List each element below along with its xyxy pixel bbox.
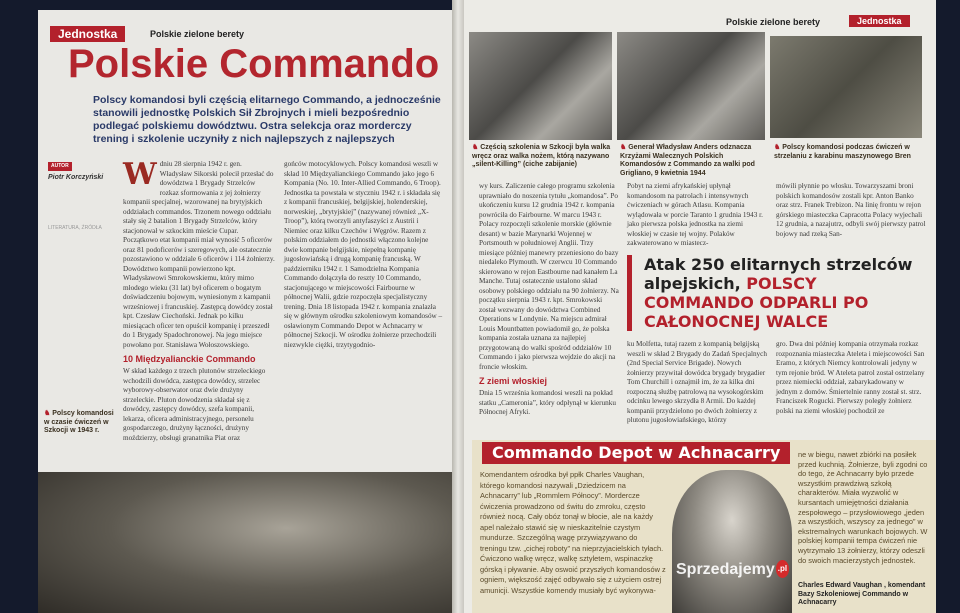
text-column-2: gońców motocyklowych. Polscy komandosi weszli w skład 10 Międzyalianckiego Commando jako jego 6 Kompania (No. 10. Inter-Allied Commando, 6 Troop). Jednostka ta powstała w styczniu 1942 r. i składała się z kompanii francuskiej, belgijskiej, holenderskiej, norweskiej, „brytyjskiej” (nazywanej również „X-Troop”), którą tworzyli antyfaszyści z Austrii i Niemiec oraz kilku Czechów i Węgrów. Razem z polskim oddziałem do jednostki włączono kolejne dwie kompanie belgijskie, niepełną kompanię jugosłowiańską i drugą kompanię francuską. W październiku 1942 r. 1 Samodzielna Kompania Commando dołączyła do reszty 10 Commando, stacjonującego w miejscowości Fairbourne w północnej Walii, gdzie rozpoczęła specjalistyczny trening. Dnia 18 listopada 1942 r. kompania znalazła się w głównym ośrodku szkoleniowym komandosów – osławionym Commando Depot w Achnacarry w północnej Szkocji. W ośrodku żołnierze przechodzili niezwykle ciężki, trzytygodnio- bbox=[284, 160, 443, 349]
lead-paragraph: Polscy komandosi byli częścią elitarnego Commando, a jednocześnie stanowili jednostkę Polskich Sił Zbrojnych i mieli bezpośrednio podlegać polskiemu dowództwu. Ostra selekcja oraz morderczy trening i szkolenie uczyniły z nich najlepszych z najlepszych bbox=[93, 94, 441, 145]
text-column-2b: ku Molfetta, tutaj razem z kompanią belgijską weszli w skład 2 Brygady do Zadań Specjalnych (2nd Special Service Brigade). Nowych żołnierzy przywitał dowódca brygady brygadier Tom Churchill i oznajmił im, że za kilka dni rozpoczną służbę patrolową na wysokogórskim odcinku lewego skrzydła 8 Armii. Do każdej kompanii przydzielono po dwóch żołnierzy z plutonu jugosłowiańskiego, którzy bbox=[627, 340, 767, 424]
photo-anders bbox=[617, 32, 765, 140]
sidebar-text-1: Komendantem ośrodka był ppłk Charles Vaughan, którego komandosi nazywali „Dziedzicem na Achnacarry” lub „Rommlem Północy”. Mordercze ćwiczenia prowadzono od świtu do zmroku, często również nocą. Cały obóz tonął w błocie, ale na każdy apel należało stawić się w nieskazitelnie czystym mundurze. Szczególną wagę przywiązywano do treningu tzw. „cichej roboty” na nieprzyjacielskich tyłach. Ćwiczono walkę wręcz, walkę sztyletem, wspinaczkę górską i pływanie. Aby oswoić przyszłych komandosów z ogniem, większość zajęć odbywało się z użyciem ostrej amunicji. Wszystkie komendy musiały być wykonywa- bbox=[480, 470, 666, 595]
sources-label: LITERATURA, ŹRÓDŁA bbox=[48, 225, 102, 231]
section-tag: Jednostka bbox=[50, 26, 125, 42]
sidebar-title: Commando Depot w Achnacarry bbox=[482, 442, 790, 464]
vaughan-portrait bbox=[672, 470, 792, 613]
text-column-2: Pobyt na ziemi afrykańskiej upłynął komandosom na patrolach i intensywnych ćwiczeniach w górach Atlasu. Kompania wylądowała w porcie Taranto 1 grudnia 1943 r. jako pierwsza polska jednostka na ziemi włoskiej w czasie tej wojny. Polaków zakwaterowano w miastecz- bbox=[627, 182, 763, 247]
paragraph: W skład każdego z trzech plutonów strzeleckiego wchodzili dowódca, zastępca dowódcy, strzelec wyborowy-obserwator oraz dwie drużyny strzeleckie. Pluton dowodzenia składał się z dowódcy, zastępcy dowódcy, szefa kompanii, lekarza, oficera administracyjnego, personelu gospodarczego, drużyny łączności, drużyny moździerzy, obsługi granatnika Piat oraz bbox=[123, 367, 266, 442]
text-column-1 bbox=[479, 182, 619, 420]
paragraph: Dnia 15 września komandosi weszli na pokład statku „Cameronia”, który odpłynął w kierunku Północnej Afryki. bbox=[479, 389, 616, 416]
kicker: Polskie zielone berety bbox=[150, 29, 245, 39]
photo-knife-fight bbox=[469, 32, 612, 140]
paragraph-text: dniu 28 sierpnia 1942 r. gen. Władysław Sikorski polecił przesłać do dowództwa 1 Brygady Strzelców rozkaz sformowania z jej żołnierzy kompanii specjalnej, wzorowanej na brytyjskich oddziałach commandos. Trzonem nowego oddziału stały się 2 batalion 1 Brygady Strzelców, który stacjonował w szkockim mieście Cupar. Początkowo etat kompanii miał wynosić 5 oficerów oraz 81 podoficerów i szeregowych, ale ostatecznie pozostawiono w oddziale 6 oficerów i 114 żołnierzy. Dowództwo kompanii powierzono kpt. Władysławowi Smrokowskiemu, który mimo młodego wieku (31 lat) był oficerem o bogatym doświadczeniu bojowym, wyniesionym z kampanii wrześniowej i francuskiej. Zastępcą dowódcy został kpt. Czesław Ciechoński. Jednak po kilku miesiącach oficer ten opuścił kompanię i przeszedł do 1 Brygady Spadochronowej. Na jego miejsce powołano por. Stanisława Wołoszowskiego. bbox=[123, 160, 275, 349]
subheading: Z ziemi włoskiej bbox=[479, 376, 548, 386]
subheading: 10 Międzyalianckie Commando bbox=[123, 354, 256, 364]
watermark bbox=[676, 560, 789, 580]
watermark-suffix: .pl bbox=[776, 560, 789, 578]
kicker: Polskie zielone berety bbox=[726, 17, 821, 27]
pull-quote: Atak 250 elitarnych strzelców alpejskich, POLSCY COMMANDO ODPARLI PO CAŁONOCNEJ WALCE bbox=[627, 255, 927, 331]
sidebar-text-2: ne w biegu, nawet zbiórki na posiłek przed kuchnią. Żołnierze, byli zgodni co do tego, że Achnacarry było przede wszystkim prawdziwą szkołą charakterów. Miała wyzwolić w kursantach umiejętności działania zespołowego – przysłowiowego „jeden za wszystkich, wszyscy za jednego” w ekstremalnych warunkach bojowych. W polskiej kompanii tempa ćwiczeń nie wytrzymało 13 żołnierzy, którzy odeszli do swoich macierzystych jednostek. bbox=[798, 450, 928, 565]
text-column-1 bbox=[123, 157, 275, 445]
photo-caption: ♞ Polscy komandosi w czasie ćwiczeń w Szkocji w 1943 r. bbox=[44, 410, 114, 434]
author-name: Piotr Korczyński bbox=[48, 174, 104, 181]
caption-2: ♞ Generał Władysław Anders odznacza Krzyżami Walecznych Polskich Komandosów z Commando za walki pod Grigliano, 9 kwietnia 1944 bbox=[620, 144, 755, 177]
drop-cap: W bbox=[123, 157, 157, 192]
soldiers-photo bbox=[38, 472, 452, 613]
section-tag: Jednostka bbox=[849, 15, 910, 27]
caption-1: ♞ Częścią szkolenia w Szkocji była walka wręcz oraz walka nożem, którą nazywano „silent-Killing” (ciche zabijanie) bbox=[472, 144, 611, 168]
page-title: Polskie Commando bbox=[68, 42, 440, 86]
portrait-caption: Charles Edward Vaughan , komendant Bazy Szkoleniowej Commando w Achnacarry bbox=[798, 582, 926, 606]
text-column-3b: gro. Dwa dni później kompania otrzymała rozkaz rozpoznania miasteczka Ateleta i miejscowości San Eramo, z których Niemcy kontrolowali jedyny w tym rejonie bród. W Ateleta patrol został ostrzelany przez niemiecki oddział, zabarykadowany w jednym z domów. Śmiertelnie ranny został st. strz. Franciszek Rogucki. Pierwszy poległy żołnierz polski na ziemi włoskiej pochodził ze bbox=[776, 340, 925, 415]
caption-3: ♞ Polscy komandosi podczas ćwiczeń w strzelaniu z karabinu maszynowego Bren bbox=[774, 144, 911, 160]
spine bbox=[452, 0, 464, 613]
right-page bbox=[464, 0, 936, 613]
photo-bren bbox=[770, 36, 922, 138]
text-column-3: mówili płynnie po włosku. Towarzyszami broni polskich komandosów zostali kpr. Anton Banko oraz strz. Franek Trebizon. Na linię frontu w rejon górskiego miasteczka Capracotta Polacy wyjechali 12 grudnia, a nazajutrz, odbyli swój pierwszy patrol bojowy nad rzeką San- bbox=[776, 182, 926, 238]
watermark-text: Sprzedajemy bbox=[676, 561, 775, 578]
left-page bbox=[38, 10, 452, 613]
paragraph bbox=[123, 157, 275, 350]
author-label: AUTOR bbox=[48, 162, 72, 171]
paragraph: wy kurs. Zaliczenie całego programu szkolenia uprawniało do noszenia tytułu „komandosa”. Po ukończeniu kursu 12 grudnia 1942 r. kompania powróciła do Fairbourne. W marcu 1943 r. Polacy rozpoczęli szkolenie morskie (głównie desant) w bazie Marynarki Wojennej w Portsmouth w południowej Anglii. Trzy miesiące później manewry przeniesiono do bazy niedaleko Plymouth. W czerwcu 10 Commando skierowano w rejon Eastbourne nad kanałem La Manche. Tutaj ostatecznie ustalono skład osobowy polskiego oddziału na 90 żołnierzy. Na początku sierpnia 1943 r. kpt. Smrokowski został wezwany do dowództwa Combined Operations w Londynie. Na miejscu admirał Louis Mountbatten powiadomił go, że polska kompania została uznana za najlepiej przygotowaną do walki spośród oddziałów 10 Commando i jako pierwsza wejdzie do akcji na froncie włoskim. bbox=[479, 182, 619, 371]
